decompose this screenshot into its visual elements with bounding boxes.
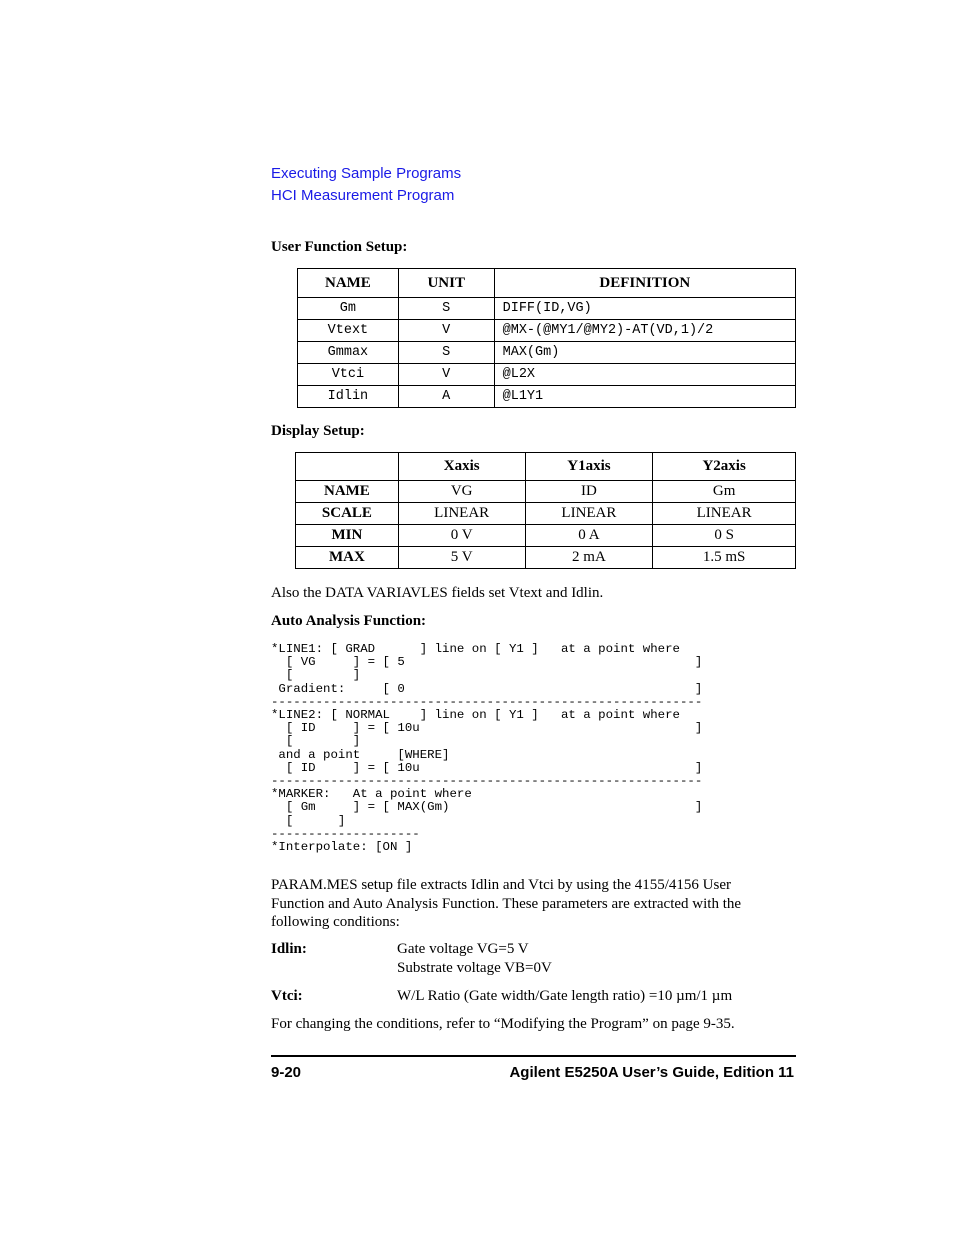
condition-line: W/L Ratio (Gate width/Gate length ratio) =10 µm/1 µm — [397, 988, 733, 1004]
table-cell: S — [398, 298, 494, 320]
table-cell: 0 A — [525, 525, 653, 547]
auto-analysis-heading: Auto Analysis Function: — [271, 613, 427, 629]
table-row — [298, 342, 796, 364]
table-cell: VG — [398, 481, 525, 503]
table-row — [296, 503, 796, 525]
table-cell: Idlin — [298, 386, 399, 408]
condition-term-idlin: Idlin: — [271, 941, 307, 957]
table-row — [298, 386, 796, 408]
guide-title: Agilent E5250A User’s Guide, Edition 11 — [509, 1064, 794, 1081]
table-row — [298, 320, 796, 342]
table-cell: S — [398, 342, 494, 364]
column-header: Y1axis — [525, 453, 653, 481]
table-cell: LINEAR — [653, 503, 796, 525]
table-cell: A — [398, 386, 494, 408]
column-header: UNIT — [398, 269, 494, 298]
table-cell: 0 S — [653, 525, 796, 547]
table-cell: @L2X — [494, 364, 795, 386]
table-cell: 1.5 mS — [653, 547, 796, 569]
table-row — [298, 364, 796, 386]
param-paragraph: PARAM.MES setup file extracts Idlin and Vtci by using the 4155/4156 User Function and Auto Analysis Function. These parameters are extracted with the following conditions: — [271, 877, 742, 930]
display-setup-heading: Display Setup: — [271, 423, 365, 439]
row-header: NAME — [296, 481, 399, 503]
table-cell: LINEAR — [525, 503, 653, 525]
table-cell: Gm — [298, 298, 399, 320]
table-cell: LINEAR — [398, 503, 525, 525]
table-row — [296, 481, 796, 503]
table-cell: Gmmax — [298, 342, 399, 364]
column-header: Xaxis — [398, 453, 525, 481]
display-setup-table — [295, 452, 796, 569]
table-header-row — [296, 453, 796, 481]
row-header: MAX — [296, 547, 399, 569]
data-variables-note: Also the DATA VARIAVLES fields set Vtext and Idlin. — [271, 585, 604, 601]
breadcrumb-link-executing-sample-programs[interactable]: Executing Sample Programs — [271, 165, 462, 182]
table-cell: DIFF(ID,VG) — [494, 298, 795, 320]
footer-divider — [271, 1055, 796, 1057]
condition-line: Substrate voltage VB=0V — [397, 960, 552, 976]
table-cell: MAX(Gm) — [494, 342, 795, 364]
condition-term-vtci: Vtci: — [271, 988, 303, 1004]
row-header: SCALE — [296, 503, 399, 525]
page-number: 9-20 — [271, 1064, 302, 1081]
column-header — [296, 453, 399, 481]
breadcrumb-link-hci-measurement-program[interactable]: HCI Measurement Program — [271, 187, 455, 204]
table-cell: 5 V — [398, 547, 525, 569]
table-cell: V — [398, 364, 494, 386]
user-function-heading: User Function Setup: — [271, 239, 408, 255]
auto-analysis-listing: *LINE1: [ GRAD ] line on [ Y1 ] at a point where [ VG ] = [ 5 ] [ ] Gradient: [ 0 ] ---------------------------------------------------------- *LINE2: [ NORMAL ] line on [ Y1 ] at a point where [ ID ] = [ 10u ] [ ] and a point [WHERE] [ ID ] = [ 10u ] ---------------------------------------------------------- *MARKER: At a point where [ Gm ] = [ MAX(Gm) ] [ ] -------------------- *Interpolate: [ON ] — [271, 642, 703, 855]
user-function-table — [297, 268, 796, 408]
table-cell: ID — [525, 481, 653, 503]
column-header: Y2axis — [653, 453, 796, 481]
table-cell: @MX-(@MY1/@MY2)-AT(VD,1)/2 — [494, 320, 795, 342]
table-cell: Gm — [653, 481, 796, 503]
condition-line: Gate voltage VG=5 V — [397, 941, 529, 957]
table-header-row — [298, 269, 796, 298]
column-header: NAME — [298, 269, 399, 298]
table-cell: V — [398, 320, 494, 342]
row-header: MIN — [296, 525, 399, 547]
table-row — [298, 298, 796, 320]
table-row — [296, 547, 796, 569]
table-cell: @L1Y1 — [494, 386, 795, 408]
table-cell: 2 mA — [525, 547, 653, 569]
table-cell: Vtext — [298, 320, 399, 342]
table-row — [296, 525, 796, 547]
table-cell: 0 V — [398, 525, 525, 547]
changing-note: For changing the conditions, refer to “Modifying the Program” on page 9-35. — [271, 1016, 735, 1032]
table-cell: Vtci — [298, 364, 399, 386]
column-header: DEFINITION — [494, 269, 795, 298]
